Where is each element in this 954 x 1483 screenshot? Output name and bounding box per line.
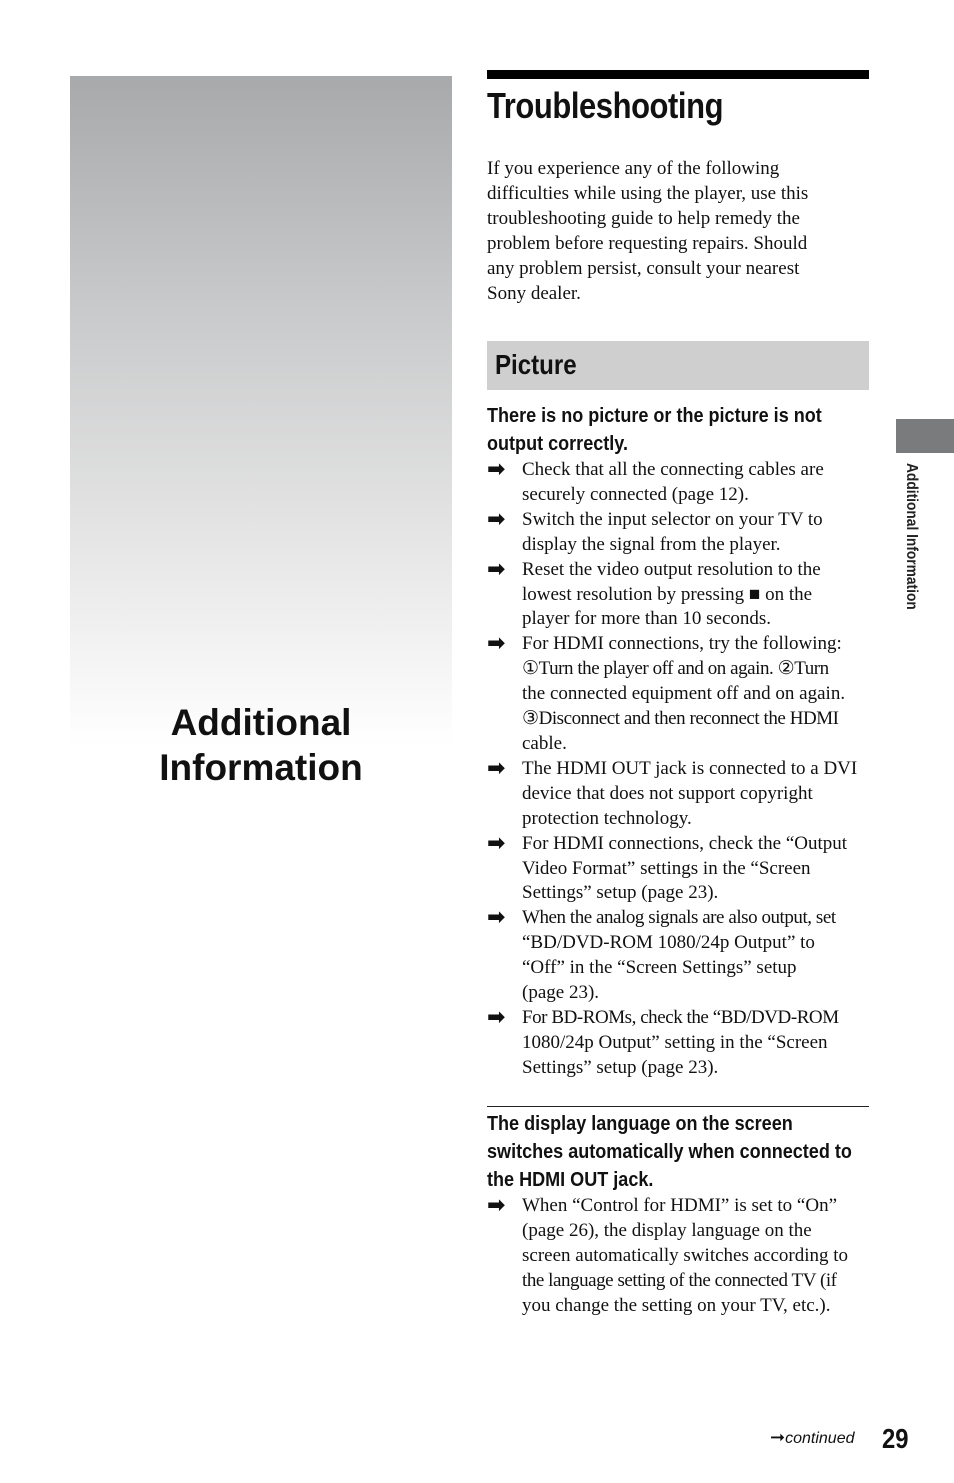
side-tab-label-text: Additional Information <box>903 463 920 610</box>
page-number: 29 <box>882 1423 909 1454</box>
section-title-line-2: Information <box>159 747 363 788</box>
solution-line: securely connected (page 12). <box>522 483 749 505</box>
arrow-right-icon: ➡ <box>487 1004 506 1030</box>
solution-line: Settings” setup (page 23). <box>522 1056 719 1078</box>
intro-line: any problem persist, consult your nearest <box>487 258 800 279</box>
continued-text: continued <box>785 1430 855 1447</box>
arrow-right-icon: ➡ <box>487 457 506 482</box>
solution-line: When the analog signals are also output, set <box>522 907 836 929</box>
solution-line: For HDMI connections, try the following: <box>522 633 842 655</box>
solution-item <box>487 508 869 558</box>
solution-line: the connected equipment off and on again. <box>522 683 846 705</box>
problem-divider <box>487 1106 869 1107</box>
solution-line: Reset the video output resolution to the <box>522 558 821 580</box>
solution-item <box>487 832 869 907</box>
side-tab-label <box>903 463 921 663</box>
solution-line: screen automatically switches according to <box>522 1244 849 1266</box>
solution-line: cable. <box>522 732 567 754</box>
solution-line: For BD-ROMs, check the “BD/DVD-ROM <box>522 1006 839 1028</box>
arrow-right-icon: ➡ <box>487 830 506 856</box>
solution-line: (page 26), the display language on the <box>522 1219 812 1241</box>
arrow-right-icon: ➡ <box>487 556 506 582</box>
section-title <box>70 700 452 790</box>
solution-line: device that does not support copyright <box>522 782 813 804</box>
solution-line: The HDMI OUT jack is connected to a DVI <box>522 757 858 779</box>
solution-item <box>487 558 869 633</box>
solution-item <box>487 1006 869 1081</box>
arrow-right-icon: ➡ <box>487 755 506 781</box>
section-gradient-panel <box>70 76 452 746</box>
solution-line: When “Control for HDMI” is set to “On” <box>522 1195 838 1216</box>
solution-line: the language setting of the connected TV (if <box>522 1269 837 1291</box>
solution-line: Settings” setup (page 23). <box>522 882 719 904</box>
problem-heading-line: The display language on the screen <box>487 1112 793 1135</box>
solution-line: 1080/24p Output” setting in the “Screen <box>522 1031 828 1053</box>
section-title-line-1: Additional <box>170 702 352 743</box>
solution-list <box>487 458 869 1081</box>
problem-heading-line: There is no picture or the picture is not <box>487 404 822 427</box>
continued-marker <box>770 1428 854 1449</box>
solution-item <box>487 632 869 757</box>
arrow-right-icon: ➡ <box>487 631 506 657</box>
subheading-bar <box>487 341 869 390</box>
intro-line: troubleshooting guide to help remedy the <box>487 208 800 229</box>
title-rule <box>487 70 869 79</box>
solution-item <box>487 1194 869 1319</box>
solution-line: lowest resolution by pressing ■ on the <box>522 583 813 605</box>
solution-item <box>487 458 869 508</box>
solution-line: protection technology. <box>522 807 692 829</box>
solution-line: (page 23). <box>522 982 600 1004</box>
intro-paragraph <box>487 156 869 306</box>
problem-heading-line: the HDMI OUT jack. <box>487 1168 654 1191</box>
solution-line: display the signal from the player. <box>522 533 781 555</box>
solution-list <box>487 1194 869 1319</box>
solution-line: ③Disconnect and then reconnect the HDMI <box>522 708 839 730</box>
solution-line: “BD/DVD-ROM 1080/24p Output” to <box>522 932 815 954</box>
solution-line: Check that all the connecting cables are <box>522 459 824 480</box>
arrow-right-icon: ➡ <box>487 1193 506 1218</box>
section-side-tab <box>896 419 954 453</box>
problem-heading <box>487 402 869 458</box>
subheading-picture: Picture <box>495 349 577 380</box>
solution-line: “Off” in the “Screen Settings” setup <box>522 957 797 979</box>
solution-line: Switch the input selector on your TV to <box>522 508 823 530</box>
intro-line: difficulties while using the player, use this <box>487 183 809 204</box>
arrow-right-icon: ➡ <box>487 905 506 931</box>
problem-heading-line: switches automatically when connected to <box>487 1140 852 1163</box>
solution-item <box>487 757 869 832</box>
problem-heading <box>487 1110 869 1194</box>
solution-line: ①Turn the player off and on again. ②Turn <box>522 658 829 680</box>
page-title: Troubleshooting <box>487 85 724 126</box>
intro-line: problem before requesting repairs. Should <box>487 233 808 254</box>
solution-line: Video Format” settings in the “Screen <box>522 857 811 879</box>
solution-line: you change the setting on your TV, etc.). <box>522 1294 831 1316</box>
intro-line: If you experience any of the following <box>487 158 780 179</box>
solution-item <box>487 906 869 1006</box>
intro-line: Sony dealer. <box>487 283 581 304</box>
arrow-right-icon: ➞ <box>770 1427 786 1448</box>
solution-line: player for more than 10 seconds. <box>522 608 772 630</box>
problem-heading-line: output correctly. <box>487 432 628 455</box>
solution-line: For HDMI connections, check the “Output <box>522 832 848 854</box>
arrow-right-icon: ➡ <box>487 506 506 532</box>
